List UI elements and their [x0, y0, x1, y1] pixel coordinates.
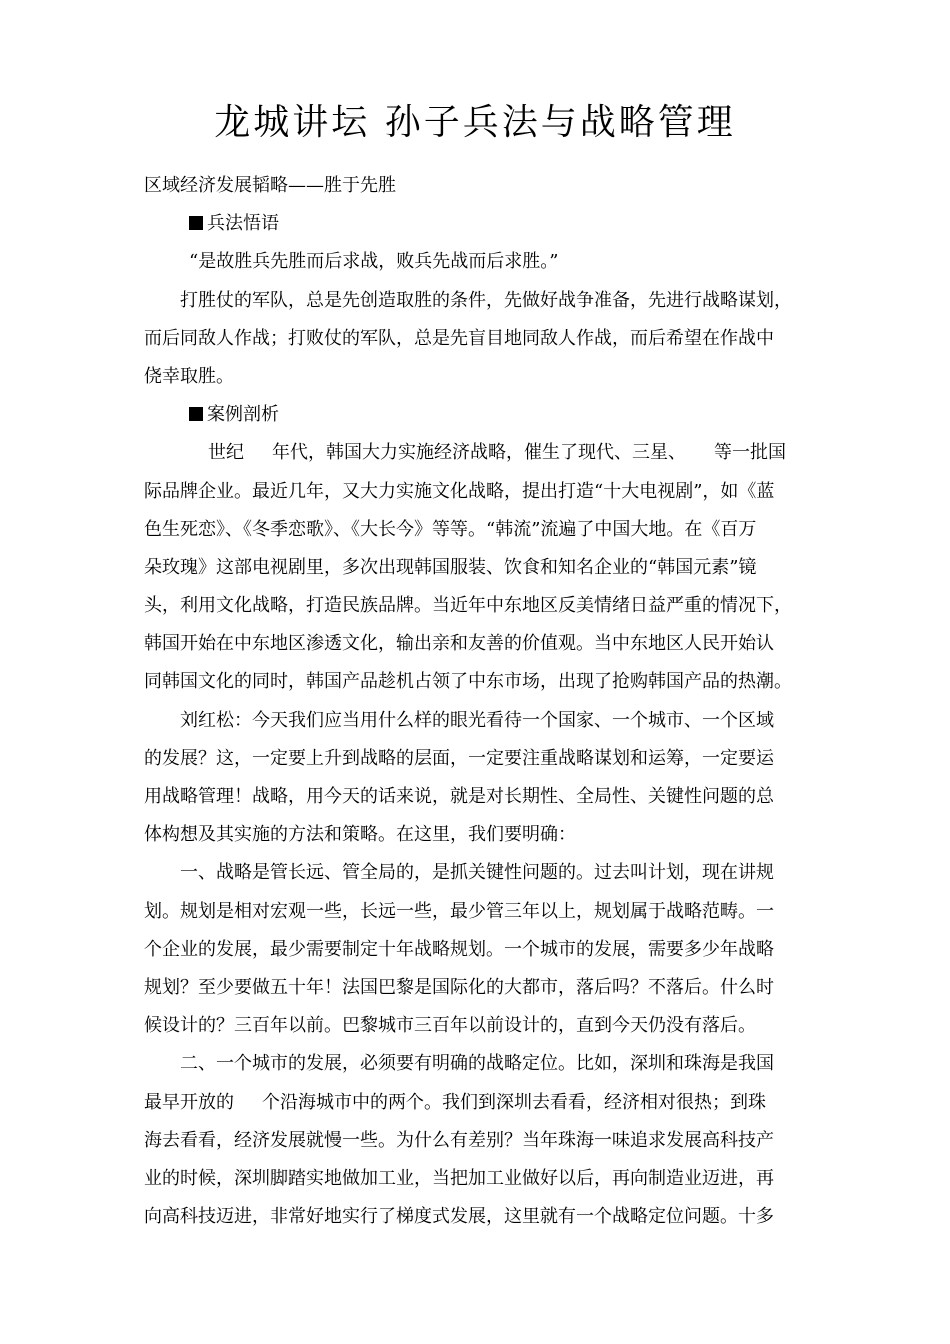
text-fragment: 等一批国: [714, 442, 786, 464]
text-line: 业的时候，深圳脚踏实地做加工业，当把加工业做好以后，再向制造业迈进，再: [144, 1167, 774, 1189]
section-heading-text: 案例剖析: [207, 404, 279, 426]
text-line: 二、一个城市的发展，必须要有明确的战略定位。比如，深圳和珠海是我国: [180, 1053, 774, 1075]
text-fragment: 个沿海城市中的两个。我们到深圳去看看，经济相对很热；到珠: [262, 1091, 766, 1113]
text-line: 的发展？这，一定要上升到战略的层面，一定要注重战略谋划和运筹，一定要运: [144, 747, 774, 769]
section-heading: [144, 396, 808, 434]
text-line: 候设计的？三百年以前。巴黎城市三百年以前设计的，直到今天仍没有落后。: [144, 1015, 756, 1037]
text-line: 刘红松：今天我们应当用什么样的眼光看待一个国家、一个城市、一个区域: [180, 709, 774, 731]
text-line: 个企业的发展，最少需要制定十年战略规划。一个城市的发展，需要多少年战略: [144, 938, 774, 960]
text-line: 韩国开始在中东地区渗透文化，输出亲和友善的价值观。当中东地区人民开始认: [144, 633, 774, 655]
text-line: 而后同敌人作战；打败仗的军队，总是先盲目地同敌人作战，而后希望在作战中: [144, 327, 774, 349]
text-line: 朵玫瑰》这部电视剧里，多次出现韩国服装、饮食和知名企业的“韩国元素”镜: [144, 556, 757, 578]
square-bullet-icon: [189, 216, 203, 230]
text-line: 用战略管理！战略，用今天的话来说，就是对长期性、全局性、关键性问题的总: [144, 786, 774, 807]
text-line: 规划？至少要做五十年！法国巴黎是国际化的大都市，落后吗？不落后。什么时: [144, 976, 774, 998]
square-bullet-icon: [189, 407, 203, 421]
document-body: [144, 167, 808, 1236]
text-line: 体构想及其实施的方法和策略。在这里，我们要明确：: [144, 824, 576, 846]
text-line: 打胜仗的军队，总是先创造取胜的条件，先做好战争准备，先进行战略谋划，: [180, 289, 792, 311]
text-line: 海去看看，经济发展就慢一些。为什么有差别？当年珠海一味追求发展高科技产: [144, 1129, 774, 1151]
text-line: 一、战略是管长远、管全局的，是抓关键性问题的。过去叫计划，现在讲规: [180, 862, 774, 884]
text-line: 划。规划是相对宏观一些，长远一些，最少管三年以上，规划属于战略范畴。一: [144, 900, 774, 922]
text-line: 向高科技迈进，非常好地实行了梯度式发展，这里就有一个战略定位问题。十多: [144, 1206, 774, 1228]
quote-line: “是故胜兵先胜而后求战，败兵先战而后求胜。”: [189, 251, 559, 273]
text-line: 头，利用文化战略，打造民族品牌。当近年中东地区反美情绪日益严重的情况下，: [144, 595, 792, 617]
text-line: 侥幸取胜。: [144, 365, 234, 387]
text-line: [144, 1084, 808, 1122]
section-heading: [144, 205, 808, 243]
text-line: [144, 434, 808, 472]
page-title: 龙城讲坛 孙子兵法与战略管理: [214, 102, 736, 143]
section-heading-text: 兵法悟语: [207, 213, 279, 235]
text-line: 际品牌企业。最近几年，又大力实施文化战略，提出打造“十大电视剧”，如《蓝: [144, 480, 775, 502]
text-line: 同韩国文化的同时，韩国产品趁机占领了中东市场，出现了抢购韩国产品的热潮。: [144, 671, 792, 693]
subtitle-line: 区域经济发展韬略——胜于先胜: [144, 175, 396, 196]
text-fragment: 世纪: [208, 442, 244, 464]
text-line: 色生死恋》、《冬季恋歌》、《大长今》等等。“韩流”流遍了中国大地。在《百万: [144, 518, 757, 540]
text-fragment: 最早开放的: [144, 1091, 234, 1113]
text-fragment: 年代，韩国大力实施经济战略，催生了现代、三星、: [272, 442, 686, 464]
